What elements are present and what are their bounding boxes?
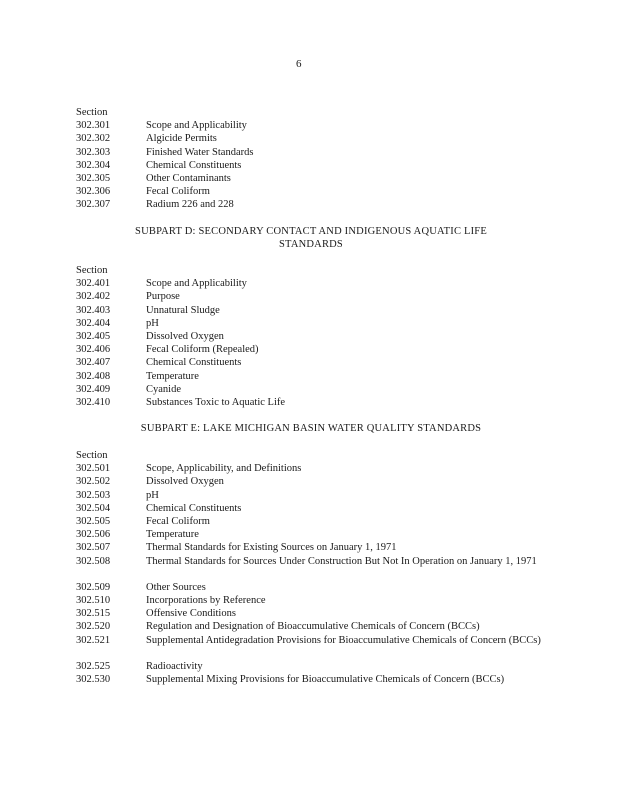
section-number: 302.503 xyxy=(76,489,111,501)
section-number: 302.515 xyxy=(76,608,111,620)
section-number: 302.505 xyxy=(76,515,111,527)
section-title: Radium 226 and 228 xyxy=(146,199,234,211)
section-number: 302.504 xyxy=(76,502,111,514)
page-number: 6 xyxy=(296,58,302,70)
list-item xyxy=(76,317,546,330)
list-item xyxy=(76,541,546,554)
section-title: Unnatural Sludge xyxy=(146,304,220,316)
section-title: Thermal Standards for Sources Under Construction But Not In Operation on January 1, 1971 xyxy=(146,555,537,567)
list-item xyxy=(76,515,546,528)
list-item xyxy=(76,356,546,369)
section-label: Section xyxy=(76,107,108,118)
list-item xyxy=(76,555,546,581)
section-title: Scope, Applicability, and Definitions xyxy=(146,463,302,475)
section-number: 302.408 xyxy=(76,370,111,382)
subpart-d-heading-line1: SUBPART D: SECONDARY CONTACT AND INDIGENOUS AQUATIC LIFE xyxy=(135,226,487,237)
section-title: Fecal Coliform xyxy=(146,186,210,198)
section-number: 302.521 xyxy=(76,634,111,646)
section-title: Thermal Standards for Existing Sources on January 1, 1971 xyxy=(146,542,397,554)
section-title: Other Sources xyxy=(146,581,206,593)
subpart-d-heading-line2: STANDARDS xyxy=(279,239,343,250)
list-item xyxy=(76,146,546,159)
section-title: Other Contaminants xyxy=(146,172,231,184)
list-item xyxy=(76,502,546,515)
list-item xyxy=(76,462,546,475)
section-number: 302.307 xyxy=(76,199,111,211)
section-number: 302.305 xyxy=(76,172,111,184)
section-number: 302.405 xyxy=(76,330,111,342)
section-title: Substances Toxic to Aquatic Life xyxy=(146,396,286,408)
section-number: 302.507 xyxy=(76,542,111,554)
section-label: Section xyxy=(76,265,108,276)
list-item xyxy=(76,185,546,198)
list-item xyxy=(76,475,546,488)
section-number: 302.403 xyxy=(76,304,111,316)
section-title: Chemical Constituents xyxy=(146,357,242,369)
list-item xyxy=(76,396,546,409)
list-item xyxy=(76,159,546,172)
section-title: Chemical Constituents xyxy=(146,502,242,514)
list-item xyxy=(76,304,546,317)
list-item xyxy=(76,172,546,185)
list-item xyxy=(76,277,546,290)
section-list-subpart-e xyxy=(76,449,546,700)
section-number: 302.304 xyxy=(76,159,111,171)
section-number: 302.407 xyxy=(76,357,111,369)
section-number: 302.509 xyxy=(76,581,111,593)
list-item xyxy=(76,370,546,383)
section-list-subpart-d xyxy=(76,264,546,409)
section-label: Section xyxy=(76,450,108,461)
list-item xyxy=(76,660,546,673)
section-title: Scope and Applicability xyxy=(146,120,247,132)
section-title: Purpose xyxy=(146,291,180,303)
section-number: 302.501 xyxy=(76,463,111,475)
section-title: Radioactivity xyxy=(146,661,203,673)
list-item xyxy=(76,594,546,607)
list-item xyxy=(76,119,546,132)
section-number: 302.404 xyxy=(76,317,111,329)
subpart-d-heading xyxy=(76,225,546,251)
list-item xyxy=(76,673,546,699)
section-title: Scope and Applicability xyxy=(146,278,247,290)
section-number: 302.506 xyxy=(76,529,111,541)
section-number: 302.410 xyxy=(76,396,111,408)
section-number: 302.525 xyxy=(76,661,111,673)
section-number: 302.502 xyxy=(76,476,111,488)
subpart-e-heading: SUBPART E: LAKE MICHIGAN BASIN WATER QUALITY STANDARDS xyxy=(140,423,482,434)
section-title: Supplemental Mixing Provisions for Bioaccumulative Chemicals of Concern (BCCs) xyxy=(146,674,505,686)
section-title: Algicide Permits xyxy=(146,133,217,145)
list-item xyxy=(76,607,546,620)
list-item xyxy=(76,528,546,541)
section-title: Dissolved Oxygen xyxy=(146,330,224,342)
section-number: 302.409 xyxy=(76,383,111,395)
section-title: pH xyxy=(146,489,159,501)
section-number: 302.301 xyxy=(76,120,111,132)
section-number: 302.406 xyxy=(76,344,111,356)
section-title: Supplemental Antidegradation Provisions for Bioaccumulative Chemicals of Concern (BCCs) xyxy=(146,634,541,646)
section-number: 302.302 xyxy=(76,133,111,145)
section-number: 302.402 xyxy=(76,291,111,303)
list-item xyxy=(76,343,546,356)
section-title: Finished Water Standards xyxy=(146,146,254,158)
section-list-subpart-c xyxy=(76,106,546,212)
section-title: pH xyxy=(146,317,159,329)
list-item xyxy=(76,634,546,660)
section-number: 302.303 xyxy=(76,146,111,158)
list-item xyxy=(76,581,546,594)
section-title: Temperature xyxy=(146,370,199,382)
list-item xyxy=(76,132,546,145)
section-number: 302.401 xyxy=(76,278,111,290)
list-item xyxy=(76,330,546,343)
section-title: Fecal Coliform (Repealed) xyxy=(146,344,259,356)
section-title: Temperature xyxy=(146,529,199,541)
section-number: 302.306 xyxy=(76,186,111,198)
section-title: Dissolved Oxygen xyxy=(146,476,224,488)
list-item xyxy=(76,383,546,396)
section-title: Offensive Conditions xyxy=(146,608,236,620)
list-item xyxy=(76,489,546,502)
section-title: Cyanide xyxy=(146,383,181,395)
section-title: Regulation and Designation of Bioaccumulative Chemicals of Concern (BCCs) xyxy=(146,621,480,633)
list-item xyxy=(76,620,546,633)
section-number: 302.510 xyxy=(76,595,111,607)
list-item xyxy=(76,198,546,211)
section-title: Incorporations by Reference xyxy=(146,595,266,607)
section-number: 302.508 xyxy=(76,555,111,567)
list-item xyxy=(76,290,546,303)
section-number: 302.530 xyxy=(76,674,111,686)
section-number: 302.520 xyxy=(76,621,111,633)
section-title: Chemical Constituents xyxy=(146,159,242,171)
section-title: Fecal Coliform xyxy=(146,515,210,527)
